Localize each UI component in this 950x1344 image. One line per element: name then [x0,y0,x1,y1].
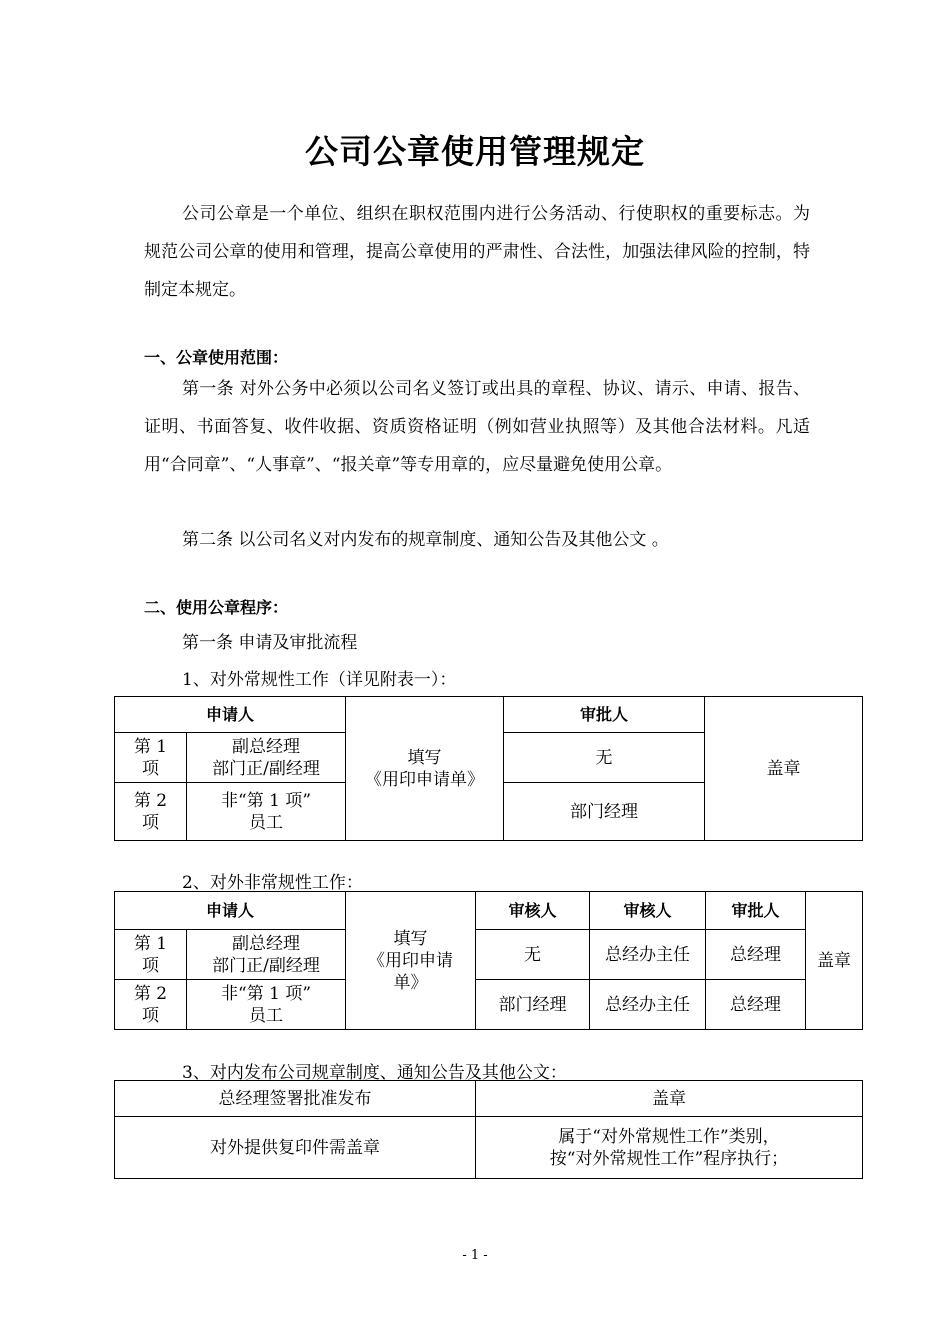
reviewer-header: 审核人 [476,892,590,930]
fill-form-cell: 填写 《用印申请单》 [346,697,504,841]
table3-cell: 对外提供复印件需盖章 [115,1117,476,1179]
approver-header: 审批人 [706,892,806,930]
reviewer-header: 审核人 [590,892,706,930]
reviewer-cell: 总经办主任 [590,980,706,1030]
approver-cell: 总经理 [706,980,806,1030]
table3-cell: 属于“对外常规性工作”类别， 按“对外常规性工作”程序执行； [476,1117,863,1179]
applicant-cell: 副总经理 部门正/副经理 [187,733,346,783]
table-row [115,980,863,1030]
approver-cell: 总经理 [706,930,806,980]
page-title: 公司公章使用管理规定 [305,132,645,171]
seal-cell: 盖章 [806,892,863,1030]
applicant-cell: 副总经理 部门正/副经理 [187,930,346,980]
page-number: - 1 - [462,1248,488,1263]
applicant-header: 申请人 [115,697,346,733]
section1-heading: 一、公章使用范围： [144,348,289,367]
table-row [115,1081,863,1117]
reviewer-cell: 总经办主任 [590,930,706,980]
item-number-cell: 第 1 项 [115,930,187,980]
fill-form-cell: 填写 《用印申请 单》 [346,892,476,1030]
table-row [115,892,863,930]
internal-seal-table [114,1080,863,1179]
item3-title: 3、对内发布公司规章制度、通知公告及其他公文： [182,1063,567,1083]
approver-cell: 无 [504,733,705,783]
table-row [115,697,863,733]
table3-cell: 总经理签署批准发布 [115,1081,476,1117]
reviewer-cell: 部门经理 [476,980,590,1030]
approver-cell: 部门经理 [504,783,705,841]
item-number-cell: 第 2 项 [115,783,187,841]
applicant-cell: 非“第 1 项” 员工 [187,980,346,1030]
item-number-cell: 第 2 项 [115,980,187,1030]
approval-table-2 [114,891,863,1030]
seal-cell: 盖章 [705,697,863,841]
table3-cell: 盖章 [476,1081,863,1117]
table-row [115,930,863,980]
section2-heading: 二、使用公章程序： [144,598,289,617]
section1-article2: 第二条 以公司名义对内发布的规章制度、通知公告及其他公文 。 [182,530,669,550]
reviewer-cell: 无 [476,930,590,980]
item1-title: 1、对外常规性工作（详见附表一）： [182,670,457,690]
item2-title: 2、对外非常规性工作： [182,873,363,893]
approver-header: 审批人 [504,697,705,733]
section1-article1: 第一条 对外公务中必须以公司名义签订或出具的章程、协议、请示、申请、报告、证明、书面答复、收件收据、资质资格证明（例如营业执照等）及其他合法材料。凡适用“合同章”、“人事章”、“报关章”等专用章的，应尽量避免使用公章。 [144,379,810,475]
applicant-cell: 非“第 1 项” 员工 [187,783,346,841]
table-row [115,1117,863,1179]
item-number-cell: 第 1 项 [115,733,187,783]
section2-article1: 第一条 申请及审批流程 [182,633,358,653]
applicant-header: 申请人 [115,892,346,930]
intro-paragraph: 公司公章是一个单位、组织在职权范围内进行公务活动、行使职权的重要标志。为规范公司公章的使用和管理，提高公章使用的严肃性、合法性，加强法律风险的控制，特制定本规定。 [144,204,810,300]
approval-table-1 [114,696,863,841]
